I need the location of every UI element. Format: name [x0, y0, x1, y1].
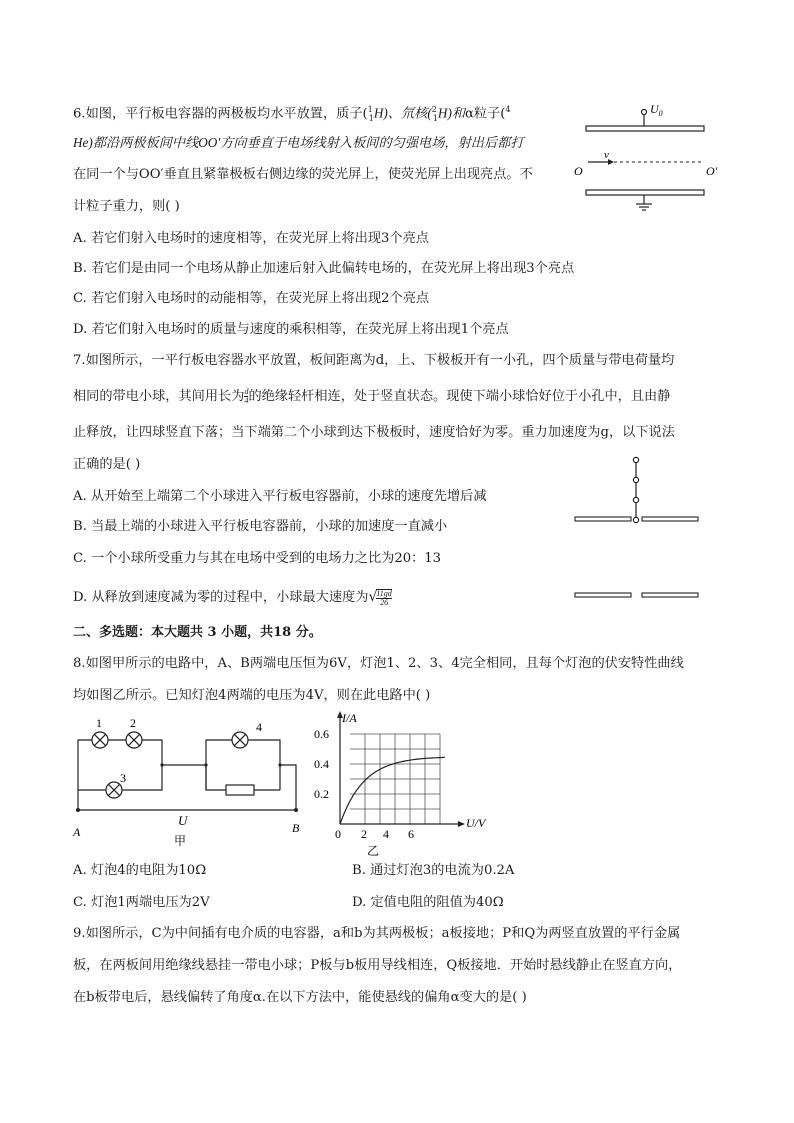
q7-line1: 7.如图所示，一平行板电容器水平放置，板间距离为d，上、下极板开有一小孔，四个质量与带电荷量均 [73, 353, 675, 368]
o-prime-label: O′ [706, 164, 718, 178]
svg-text:2: 2 [130, 716, 136, 730]
q8-option-c: C. 灯泡1两端电压为2V [73, 895, 210, 910]
iv-curve [340, 757, 445, 824]
q6-option-b: B. 若它们是由同一个电场从静止加速后射入此偏转电场的，在荧光屏上将出现3个亮点 [73, 261, 575, 276]
svg-text:乙: 乙 [367, 844, 380, 858]
q9-line1: 9.如图所示，C为中间插有电介质的电容器，a和b为其两极板；a板接地；P和Q为两竖直放置的平行金属 [73, 926, 681, 941]
y-tick-label: 0.4 [314, 757, 329, 771]
q7-capacitor-balls-figure [570, 455, 710, 605]
q8-line1: 8.如图甲所示的电路中，A、B两端电压恒为6V，灯泡1、2、3、4完全相同，且每个灯泡的伏安特性曲线 [73, 656, 684, 671]
q6-option-c: C. 若它们射入电场时的动能相等，在荧光屏上将出现2个亮点 [73, 291, 430, 306]
o-label: O [574, 164, 583, 178]
svg-text:v: v [604, 149, 609, 161]
bottom-plate [586, 190, 704, 195]
svg-text:甲: 甲 [174, 834, 187, 848]
q6-line4: 计粒子重力，则( ) [73, 199, 180, 214]
q7-option-a: A. 从开始至上端第二个小球进入平行板电容器前，小球的速度先增后减 [73, 489, 487, 504]
y-tick-label: 0.2 [314, 787, 329, 801]
q7-line3: 止释放，让四球竖直下落；当下端第二个小球到达下极板时，速度恰好为零。重力加速度为g，以下说法 [73, 425, 675, 440]
q8-line2: 均如图乙所示。已知灯泡4两端的电压为4V，则在此电路中( ) [73, 688, 431, 703]
q7-line2: 相同的带电小球，其间用长为 $\frac{d}{4}$ 的绝缘轻杆相连，处于竖直状态。现使下端小球恰好位于小孔中，且由静 [73, 387, 671, 405]
lower-plate-left [575, 593, 631, 597]
x-tick-label: 6 [408, 827, 414, 841]
q7-line4: 正确的是( ) [73, 457, 141, 472]
ball [633, 517, 638, 522]
ball [633, 497, 638, 502]
q6-line3: 在同一个与OO′垂直且紧靠极板右侧边缘的荧光屏上，使荧光屏上出现亮点。不 [73, 167, 533, 182]
q8-option-b: B. 通过灯泡3的电流为0.2A [352, 863, 515, 878]
svg-text:U/V: U/V [466, 816, 486, 830]
y-tick-label: 0.6 [314, 727, 329, 741]
svg-text:3: 3 [120, 771, 126, 785]
svg-text:1: 1 [96, 716, 102, 730]
q6-capacitor-figure [570, 100, 730, 220]
q7-option-b: B. 当最上端的小球进入平行板电容器前，小球的加速度一直减小 [73, 519, 448, 534]
u0-label: $U_0$ [650, 102, 663, 118]
q8-circuit-diagram [70, 715, 310, 850]
svg-text:B: B [292, 821, 300, 835]
upper-plate-left [575, 517, 631, 521]
q6-line2: He)都沿两极板间中线OO′方向垂直于电场线射入板间的匀强电场，射出后都打 [73, 135, 524, 150]
q7-option-c: C. 一个小球所受重力与其在电场中受到的电场力之比为20：13 [73, 551, 442, 566]
x-tick-label: 4 [383, 827, 389, 841]
q7-option-d: D. 从释放到速度减为零的过程中，小球最大速度为√ $\frac{11gd}{26}$ [73, 588, 392, 607]
x-tick-label: 2 [361, 827, 367, 841]
svg-text:U: U [178, 813, 188, 828]
section-2-heading: 二、多选题：本大题共 3 小题，共18 分。 [73, 625, 322, 640]
svg-text:A: A [73, 825, 81, 839]
ball [633, 457, 638, 462]
q6-option-a: A. 若它们射入电场时的速度相等，在荧光屏上将出现3个亮点 [73, 231, 429, 246]
ball [633, 477, 638, 482]
q6-line1: 6.如图，平行板电容器的两极板均水平放置，质子($^1_1$H)、氘核($^2_1$H)和α粒子($^4$ [73, 105, 511, 124]
upper-plate-right [642, 517, 698, 521]
q9-line2: 板，在两板间用绝缘线悬挂一带电小球；P板与b板用导线相连，Q板接地．开始时悬线静止在竖直方向， [73, 958, 682, 973]
lower-plate-right [642, 593, 698, 597]
top-plate [586, 126, 704, 131]
q9-line3: 在b板带电后，悬线偏转了角度α.在以下方法中，能使悬线的偏角α变大的是( ) [73, 990, 527, 1005]
svg-text:4: 4 [256, 720, 262, 734]
q8-option-a: A. 灯泡4的电阻为10Ω [73, 863, 207, 878]
x-tick-label: 0 [335, 827, 341, 841]
q8-iv-curve-graph [310, 710, 510, 860]
q6-option-d: D. 若它们射入电场时的质量与速度的乘积相等，在荧光屏上将出现1个亮点 [73, 322, 509, 337]
svg-text:I/A: I/A [342, 711, 357, 725]
q8-option-d: D. 定值电阻的阻值为40Ω [352, 895, 504, 910]
